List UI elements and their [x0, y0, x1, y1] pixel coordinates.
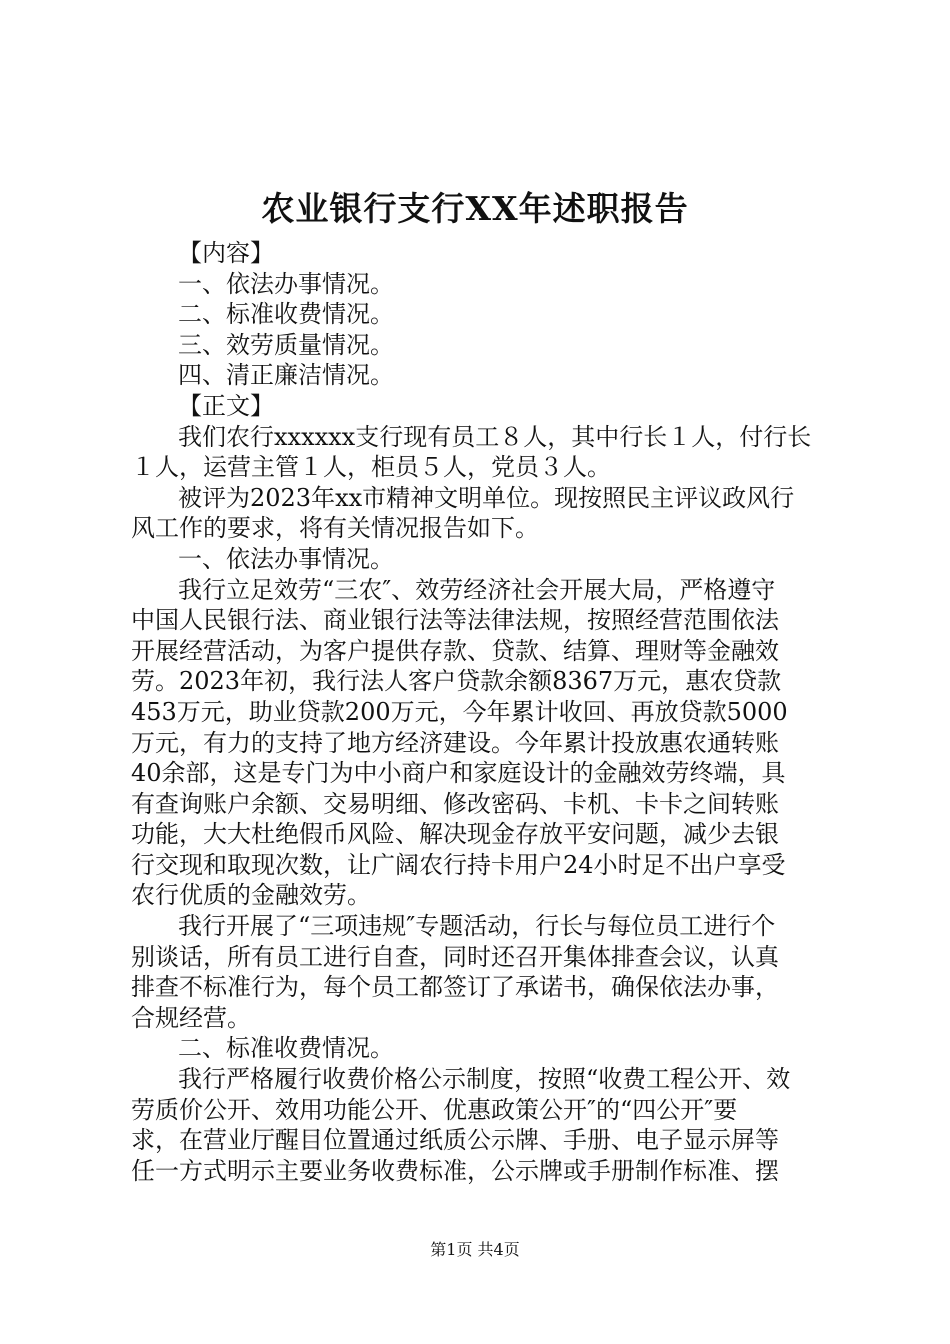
contents-item: 二、标准收费情况。: [178, 300, 394, 329]
paragraph-line: 功能，大大杜绝假币风险、解决现金存放平安问题，减少去银: [131, 820, 779, 849]
paragraph-line: 453万元，助业贷款200万元，今年累计收回、再放贷款5000: [131, 697, 788, 726]
paragraph-line: 任一方式明示主要业务收费标准，公示牌或手册制作标准、摆: [131, 1156, 779, 1185]
contents-item: 四、清正廉洁情况。: [178, 361, 394, 390]
paragraph-line: 我们农行xxxxxx支行现有员工８人，其中行长１人，付行长: [178, 422, 812, 451]
paragraph-line: 我行开展了“三项违规″专题活动，行长与每位员工进行个: [178, 912, 776, 941]
paragraph-line: 40余部，这是专门为中小商户和家庭设计的金融效劳终端，具: [131, 759, 786, 788]
paragraph-line: 求，在营业厅醒目位置通过纸质公示牌、手册、电子显示屏等: [131, 1126, 779, 1155]
paragraph-line: 我行立足效劳“三农″、效劳经济社会开展大局，严格遵守: [178, 575, 776, 604]
section-heading-contents: 【内容】: [178, 239, 274, 267]
paragraph-line: １人，运营主管１人，柜员５人，党员３人。: [131, 453, 611, 482]
paragraph-line: 别谈话，所有员工进行自查，同时还召开集体排查会议，认真: [131, 942, 779, 971]
subsection-heading: 二、标准收费情况。: [178, 1034, 394, 1063]
contents-item: 一、依法办事情况。: [178, 269, 394, 298]
paragraph-line: 农行优质的金融效劳。: [131, 881, 371, 910]
paragraph-line: 被评为2023年xx市精神文明单位。现按照民主评议政风行: [178, 483, 795, 512]
paragraph-line: 劳质价公开、效用功能公开、优惠政策公开″的“四公开″要: [131, 1095, 738, 1124]
document-title: 农业银行支行XX年述职报告: [261, 189, 689, 228]
contents-item: 三、效劳质量情况。: [178, 330, 394, 359]
paragraph-line: 万元，有力的支持了地方经济建设。今年累计投放惠农通转账: [131, 728, 779, 757]
paragraph-line: 有查询账户余额、交易明细、修改密码、卡机、卡卡之间转账: [131, 789, 779, 818]
paragraph-line: 开展经营活动，为客户提供存款、贷款、结算、理财等金融效: [131, 636, 779, 665]
paragraph-line: 劳。2023年初，我行法人客户贷款余额8367万元，惠农贷款: [131, 667, 782, 696]
section-heading-body: 【正文】: [178, 391, 274, 420]
subsection-heading: 一、依法办事情况。: [178, 544, 394, 573]
paragraph-line: 我行严格履行收费价格公示制度，按照“收费工程公开、效: [178, 1065, 791, 1094]
paragraph-line: 中国人民银行法、商业银行法等法律法规，按照经营范围依法: [131, 606, 779, 635]
page-footer: 第1页 共4页: [430, 1240, 520, 1259]
paragraph-line: 排查不标准行为，每个员工都签订了承诺书，确保依法办事，: [131, 973, 779, 1002]
paragraph-line: 合规经营。: [131, 1003, 251, 1032]
paragraph-line: 风工作的要求，将有关情况报告如下。: [131, 514, 539, 543]
document-body: [131, 238, 831, 1186]
paragraph-line: 行交现和取现次数，让广阔农行持卡用户24小时足不出户享受: [131, 850, 786, 879]
